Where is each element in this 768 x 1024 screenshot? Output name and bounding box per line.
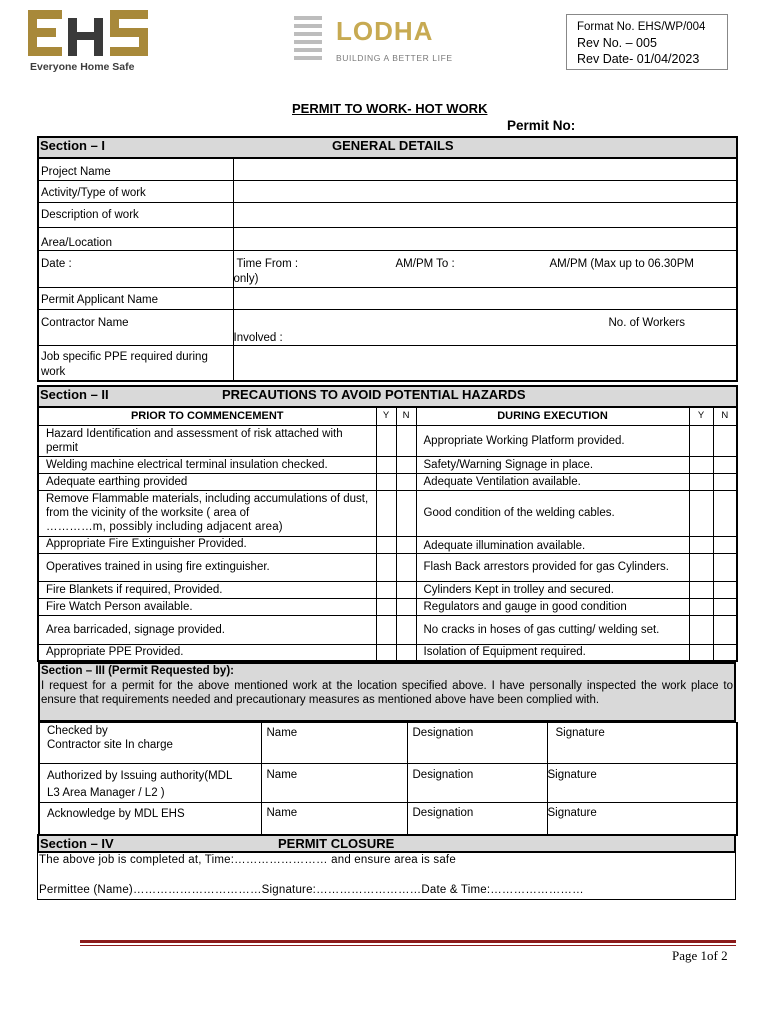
rev-date: Rev Date- 01/04/2023 bbox=[577, 52, 700, 66]
section-4-body bbox=[37, 853, 736, 900]
prior-item: Welding machine electrical terminal insulation checked. bbox=[38, 456, 376, 473]
section-4-title: PERMIT CLOSURE bbox=[278, 836, 395, 851]
contractor-field[interactable] bbox=[233, 309, 737, 345]
during-item: Flash Back arrestors provided for gas Cylinders. bbox=[416, 553, 689, 581]
section-3-request bbox=[38, 662, 736, 722]
during-n-checkbox[interactable] bbox=[713, 553, 737, 581]
table-row bbox=[38, 644, 737, 661]
general-details-table bbox=[37, 136, 738, 382]
prior-y-checkbox[interactable] bbox=[376, 425, 396, 456]
during-y-checkbox[interactable] bbox=[689, 615, 713, 644]
activity-field[interactable] bbox=[233, 180, 737, 202]
footer-rule-thin bbox=[80, 945, 736, 946]
document-title: PERMIT TO WORK- HOT WORK bbox=[292, 101, 488, 116]
during-n-checkbox[interactable] bbox=[713, 456, 737, 473]
table-row bbox=[38, 425, 737, 456]
acknowledge-signature-field[interactable]: Signature bbox=[547, 803, 737, 836]
ampm-max-label: AM/PM (Max up to 06.30PM bbox=[549, 257, 694, 270]
authorized-name-field[interactable]: Name bbox=[261, 764, 407, 803]
prior-y-checkbox[interactable] bbox=[376, 490, 396, 536]
ppe-label-line1: Job specific PPE required during bbox=[41, 350, 208, 363]
prior-item: Appropriate Fire Extinguisher Provided. bbox=[38, 536, 376, 553]
during-n-checkbox[interactable] bbox=[713, 425, 737, 456]
during-n-header: N bbox=[713, 407, 737, 425]
checked-by-name-field[interactable]: Name bbox=[261, 723, 407, 764]
prior-n-checkbox[interactable] bbox=[396, 581, 416, 598]
prior-n-checkbox[interactable] bbox=[396, 473, 416, 490]
during-n-checkbox[interactable] bbox=[713, 536, 737, 553]
date-label: Date : bbox=[38, 250, 233, 287]
only-label: only) bbox=[233, 272, 259, 285]
prior-y-checkbox[interactable] bbox=[376, 553, 396, 581]
lodha-tagline: BUILDING A BETTER LIFE bbox=[336, 53, 453, 63]
during-y-checkbox[interactable] bbox=[689, 425, 713, 456]
section-1-header bbox=[38, 137, 737, 158]
during-item: Safety/Warning Signage in place. bbox=[416, 456, 689, 473]
prior-n-checkbox[interactable] bbox=[396, 536, 416, 553]
during-item: Isolation of Equipment required. bbox=[416, 644, 689, 661]
during-y-checkbox[interactable] bbox=[689, 536, 713, 553]
during-item: Adequate Ventilation available. bbox=[416, 473, 689, 490]
prior-n-checkbox[interactable] bbox=[396, 490, 416, 536]
during-n-checkbox[interactable] bbox=[713, 473, 737, 490]
prior-item-text: Remove Flammable materials, including accumulations of dust, from the vicinity of the worksite ( area of bbox=[46, 493, 369, 519]
approval-table bbox=[38, 722, 738, 836]
table-row bbox=[39, 723, 737, 764]
during-y-checkbox[interactable] bbox=[689, 473, 713, 490]
table-row bbox=[38, 536, 737, 553]
section-4-header bbox=[37, 834, 736, 853]
during-y-checkbox[interactable] bbox=[689, 553, 713, 581]
checked-by-line1: Checked by bbox=[47, 725, 108, 737]
during-y-checkbox[interactable] bbox=[689, 456, 713, 473]
footer-rule-thick bbox=[80, 940, 736, 943]
project-name-field[interactable] bbox=[233, 158, 737, 180]
prior-item: Fire Watch Person available. bbox=[38, 598, 376, 615]
workers-label: No. of Workers bbox=[608, 316, 685, 329]
during-item: Regulators and gauge in good condition bbox=[416, 598, 689, 615]
during-y-header: Y bbox=[689, 407, 713, 425]
authorized-designation-field[interactable]: Designation bbox=[407, 764, 547, 803]
prior-header: PRIOR TO COMMENCEMENT bbox=[38, 407, 376, 425]
table-row bbox=[38, 553, 737, 581]
prior-n-checkbox[interactable] bbox=[396, 456, 416, 473]
acknowledge-designation-field[interactable]: Designation bbox=[407, 803, 547, 836]
lodha-bars-icon bbox=[294, 16, 322, 62]
during-header: DURING EXECUTION bbox=[416, 407, 689, 425]
project-name-label: Project Name bbox=[38, 158, 233, 180]
checked-by-line2: Contractor site In charge bbox=[47, 739, 173, 751]
section-2-header bbox=[38, 386, 737, 407]
during-item: Cylinders Kept in trolley and secured. bbox=[416, 581, 689, 598]
prior-n-checkbox[interactable] bbox=[396, 598, 416, 615]
ampm-to-label: AM/PM To : bbox=[395, 257, 455, 270]
prior-item: Fire Blankets if required, Provided. bbox=[38, 581, 376, 598]
table-row bbox=[39, 764, 737, 803]
activity-label: Activity/Type of work bbox=[38, 180, 233, 202]
checked-by-designation-field[interactable]: Designation bbox=[407, 723, 547, 764]
authorized-signature-field[interactable]: Signature bbox=[547, 764, 737, 803]
section-3-text: I request for a permit for the above mentioned work at the location specified above. I have personally inspected the work place to ensure that requirements needed and precautionary measures as mentioned above have been complied with. bbox=[41, 679, 733, 706]
applicant-label: Permit Applicant Name bbox=[38, 287, 233, 309]
prior-y-header: Y bbox=[376, 407, 396, 425]
description-label: Description of work bbox=[38, 202, 233, 227]
precautions-column-headers bbox=[38, 407, 737, 425]
authorized-by-line2: L3 Area Manager / L2 ) bbox=[47, 787, 165, 799]
rev-no: Rev No. – 005 bbox=[577, 36, 657, 50]
table-row bbox=[38, 598, 737, 615]
ehs-tagline: Everyone Home Safe bbox=[30, 61, 135, 73]
prior-y-checkbox[interactable] bbox=[376, 615, 396, 644]
format-no: Format No. EHS/WP/004 bbox=[577, 21, 706, 33]
table-row bbox=[38, 581, 737, 598]
table-row bbox=[38, 456, 737, 473]
time-field[interactable] bbox=[233, 250, 737, 287]
precautions-table bbox=[37, 385, 738, 662]
during-n-checkbox[interactable] bbox=[713, 615, 737, 644]
ppe-label-line2: work bbox=[41, 365, 66, 378]
involved-label: Involved : bbox=[233, 331, 283, 344]
section-2-title: PRECAUTIONS TO AVOID POTENTIAL HAZARDS bbox=[222, 387, 526, 402]
ehs-logo-mark bbox=[28, 10, 148, 58]
prior-y-checkbox[interactable] bbox=[376, 456, 396, 473]
during-item: Good condition of the welding cables. bbox=[416, 490, 689, 536]
prior-item-extra: …………m, possibly including adjacent area) bbox=[46, 521, 283, 533]
prior-n-header: N bbox=[396, 407, 416, 425]
ppe-label bbox=[38, 345, 233, 381]
ehs-logo bbox=[28, 10, 152, 74]
ppe-field[interactable] bbox=[233, 345, 737, 381]
prior-n-checkbox[interactable] bbox=[396, 425, 416, 456]
area-field[interactable] bbox=[233, 227, 737, 250]
during-n-checkbox[interactable] bbox=[713, 581, 737, 598]
acknowledge-name-field[interactable]: Name bbox=[261, 803, 407, 836]
contractor-label: Contractor Name bbox=[38, 309, 233, 345]
section-1-label: Section – I bbox=[40, 138, 106, 153]
prior-n-checkbox[interactable] bbox=[396, 644, 416, 661]
during-y-checkbox[interactable] bbox=[689, 581, 713, 598]
prior-n-checkbox[interactable] bbox=[396, 615, 416, 644]
authorized-by-label bbox=[39, 764, 261, 803]
permit-no-label: Permit No: bbox=[507, 118, 576, 133]
authorized-by-line1: Authorized by Issuing authority(MDL bbox=[47, 770, 233, 782]
applicant-field[interactable] bbox=[233, 287, 737, 309]
prior-y-checkbox[interactable] bbox=[376, 581, 396, 598]
section-4-label: Section – IV bbox=[40, 836, 114, 851]
page-number: Page 1of 2 bbox=[672, 948, 728, 963]
during-n-checkbox[interactable] bbox=[713, 598, 737, 615]
during-n-checkbox[interactable] bbox=[713, 490, 737, 536]
lodha-wordmark: LODHA bbox=[336, 16, 434, 46]
prior-item: Operatives trained in using fire extinguisher. bbox=[38, 553, 376, 581]
section-1-title: GENERAL DETAILS bbox=[332, 138, 454, 153]
description-field[interactable] bbox=[233, 202, 737, 227]
closure-line-2[interactable]: Permittee (Name)……………………………Signature:………………………Date & Time:…………………… bbox=[39, 884, 584, 896]
prior-item: Hazard Identification and assessment of risk attached with permit bbox=[38, 425, 376, 456]
prior-item bbox=[38, 490, 376, 536]
during-n-checkbox[interactable] bbox=[713, 644, 737, 661]
prior-y-checkbox[interactable] bbox=[376, 473, 396, 490]
during-y-checkbox[interactable] bbox=[689, 490, 713, 536]
prior-item: Area barricaded, signage provided. bbox=[38, 615, 376, 644]
area-label: Area/Location bbox=[38, 227, 233, 250]
table-row bbox=[38, 490, 737, 536]
prior-y-checkbox[interactable] bbox=[376, 536, 396, 553]
prior-item: Adequate earthing provided bbox=[38, 473, 376, 490]
table-row bbox=[38, 615, 737, 644]
acknowledge-label: Acknowledge by MDL EHS bbox=[39, 803, 261, 836]
lodha-logo bbox=[294, 16, 494, 68]
checked-by-label bbox=[39, 723, 261, 764]
format-box bbox=[566, 14, 728, 70]
prior-item: Appropriate PPE Provided. bbox=[38, 644, 376, 661]
time-from-label: Time From : bbox=[236, 257, 299, 270]
during-item: No cracks in hoses of gas cutting/ welding set. bbox=[416, 615, 689, 644]
checked-by-signature-field[interactable]: Signature bbox=[547, 723, 737, 764]
table-row bbox=[39, 803, 737, 836]
during-y-checkbox[interactable] bbox=[689, 644, 713, 661]
prior-y-checkbox[interactable] bbox=[376, 644, 396, 661]
prior-n-checkbox[interactable] bbox=[396, 553, 416, 581]
during-y-checkbox[interactable] bbox=[689, 598, 713, 615]
prior-y-checkbox[interactable] bbox=[376, 598, 396, 615]
during-item: Appropriate Working Platform provided. bbox=[416, 425, 689, 456]
section-3-label: Section – III (Permit Requested by): bbox=[41, 665, 234, 677]
table-row bbox=[38, 473, 737, 490]
section-2-label: Section – II bbox=[40, 387, 109, 402]
closure-line-1[interactable]: The above job is completed at, Time:…………………… and ensure area is safe bbox=[39, 854, 456, 866]
during-item: Adequate illumination available. bbox=[416, 536, 689, 553]
